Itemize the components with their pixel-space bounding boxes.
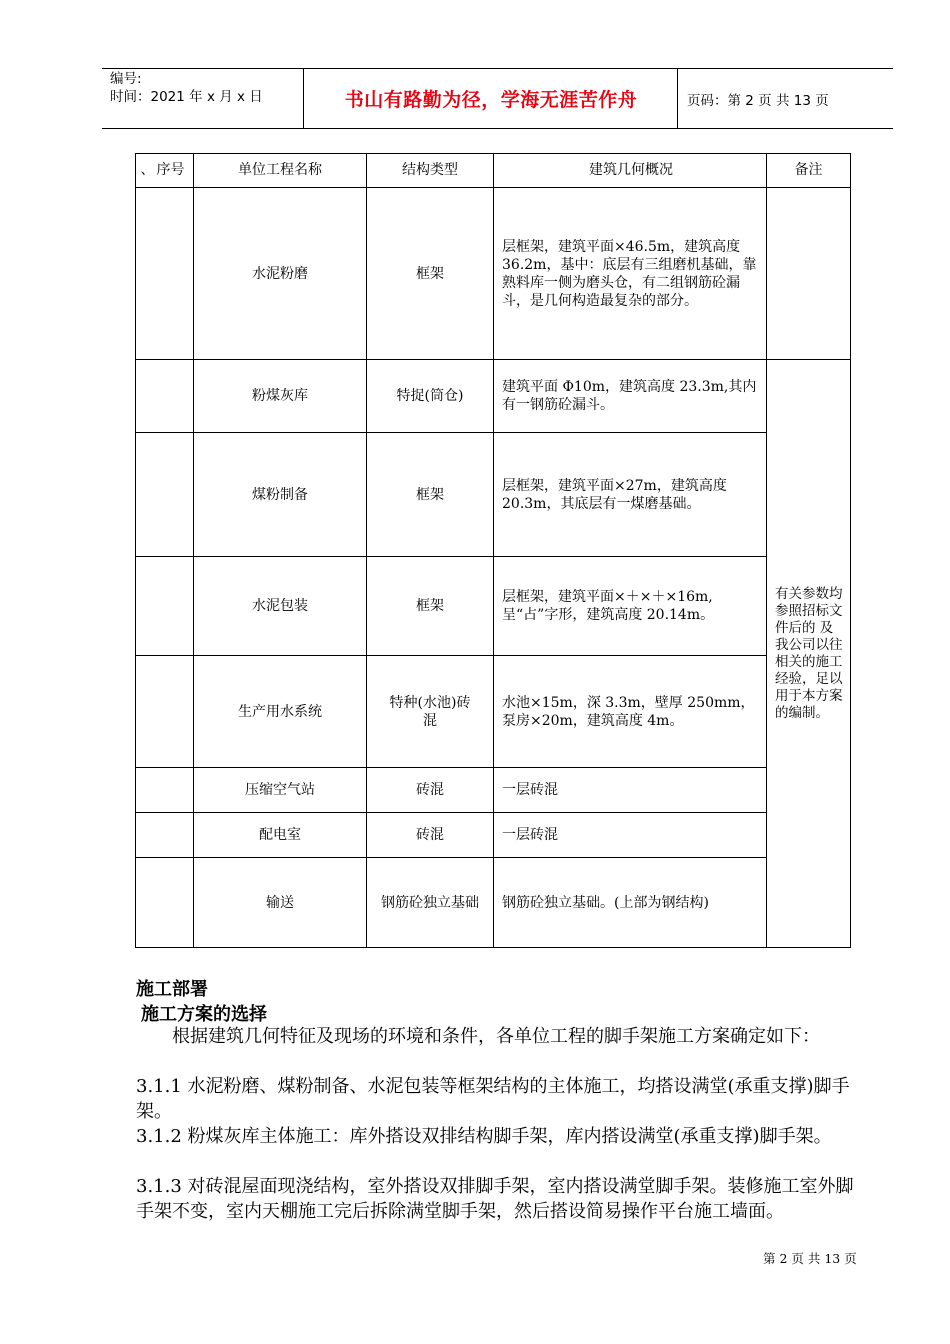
row-name: 输送 [194, 858, 367, 948]
row-no [136, 557, 194, 656]
row-type: 特种(水池)砖混 [367, 656, 494, 768]
col-header-note: 备注 [767, 154, 851, 188]
row-geometry: 钢筋砼独立基础。(上部为钢结构) [494, 858, 767, 948]
table-row [136, 433, 851, 557]
row-type: 框架 [367, 433, 494, 557]
doc-date-label: 时间：2021 年 x 月 x 日 [110, 89, 263, 105]
col-header-geometry: 建筑几何概况 [494, 154, 767, 188]
table-header-row [136, 154, 851, 188]
row-type: 砖混 [367, 768, 494, 813]
header-meta [110, 70, 263, 106]
table-row [136, 557, 851, 656]
row-geometry: 层框架，建筑平面×27m，建筑高度 20.3m，其底层有一煤磨基础。 [494, 433, 767, 557]
table-row [136, 768, 851, 813]
table-row [136, 813, 851, 858]
col-header-type: 结构类型 [367, 154, 494, 188]
header-bottom-rule [102, 128, 893, 129]
row-name: 配电室 [194, 813, 367, 858]
row-note [767, 188, 851, 360]
plan-item-3: 3.1.3 对砖混屋面现浇结构，室外搭设双排脚手架，室内搭设满堂脚手架。装修施工室外脚手架不变，室内天棚施工完后拆除满堂脚手架，然后搭设简易操作平台施工墙面。 [136, 1176, 854, 1222]
row-no [136, 360, 194, 433]
col-header-no: 、 序号 [136, 154, 194, 188]
row-type: 钢筋砼独立基础 [367, 858, 494, 948]
footer-page-number: 第 2 页 共 13 页 [763, 1251, 857, 1266]
table-row [136, 360, 851, 433]
header-motto: 书山有路勤为径，学海无涯苦作舟 [344, 89, 638, 111]
doc-number-label: 编号: [110, 71, 142, 87]
plan-item-1: 3.1.1 水泥粉磨、煤粉制备、水泥包装等框架结构的主体施工，均搭设满堂(承重支撑)脚手架。 [136, 1076, 850, 1122]
row-type: 框架 [367, 557, 494, 656]
row-note-merged: 有关参数均参照招标文件后的 及我公司以往相关的施工经验，足以用于本方案的编制。 [767, 360, 851, 948]
table-row [136, 858, 851, 948]
row-name: 水泥粉磨 [194, 188, 367, 360]
row-no [136, 768, 194, 813]
corner-mark: 、 [140, 162, 155, 178]
row-geometry: 一层砖混 [494, 768, 767, 813]
row-name: 生产用水系统 [194, 656, 367, 768]
plan-item-2: 3.1.2 粉煤灰库主体施工：库外搭设双排结构脚手架，库内搭设满堂(承重支撑)脚手架。 [136, 1126, 832, 1147]
section-title: 施工部署 [136, 979, 208, 1000]
row-geometry: 层框架，建筑平面×46.5m，建筑高度 36.2m，基中：底层有三组磨机基础，靠熟料库一侧为磨头仓，有二组钢筋砼漏斗，是几何构造最复杂的部分。 [494, 188, 767, 360]
header-top-rule [102, 68, 893, 69]
row-no [136, 188, 194, 360]
row-no [136, 813, 194, 858]
row-no [136, 858, 194, 948]
header-divider-left [303, 68, 304, 128]
row-no [136, 433, 194, 557]
row-name: 水泥包装 [194, 557, 367, 656]
unit-works-table [135, 153, 851, 948]
row-type: 框架 [367, 188, 494, 360]
section-subtitle: 施工方案的选择 [141, 1004, 267, 1025]
header-page-number: 页码：第 2 页 共 13 页 [687, 93, 829, 109]
row-name: 粉煤灰库 [194, 360, 367, 433]
row-geometry: 层框架，建筑平面×＋×＋×16m,呈“占”字形，建筑高度 20.14m。 [494, 557, 767, 656]
row-geometry: 建筑平面 Φ10m，建筑高度 23.3m,其内有一钢筋砼漏斗。 [494, 360, 767, 433]
table-row [136, 188, 851, 360]
row-name: 压缩空气站 [194, 768, 367, 813]
row-no [136, 656, 194, 768]
intro-paragraph: 根据建筑几何特征及现场的环境和条件，各单位工程的脚手架施工方案确定如下： [172, 1026, 820, 1047]
col-header-name: 单位工程名称 [194, 154, 367, 188]
row-type: 砖混 [367, 813, 494, 858]
row-type: 特捉(筒仓) [367, 360, 494, 433]
row-name: 煤粉制备 [194, 433, 367, 557]
header-divider-right [677, 68, 678, 128]
row-geometry: 一层砖混 [494, 813, 767, 858]
row-geometry: 水池×15m，深 3.3m，壁厚 250mm，泵房×20m，建筑高度 4m。 [494, 656, 767, 768]
table-row [136, 656, 851, 768]
